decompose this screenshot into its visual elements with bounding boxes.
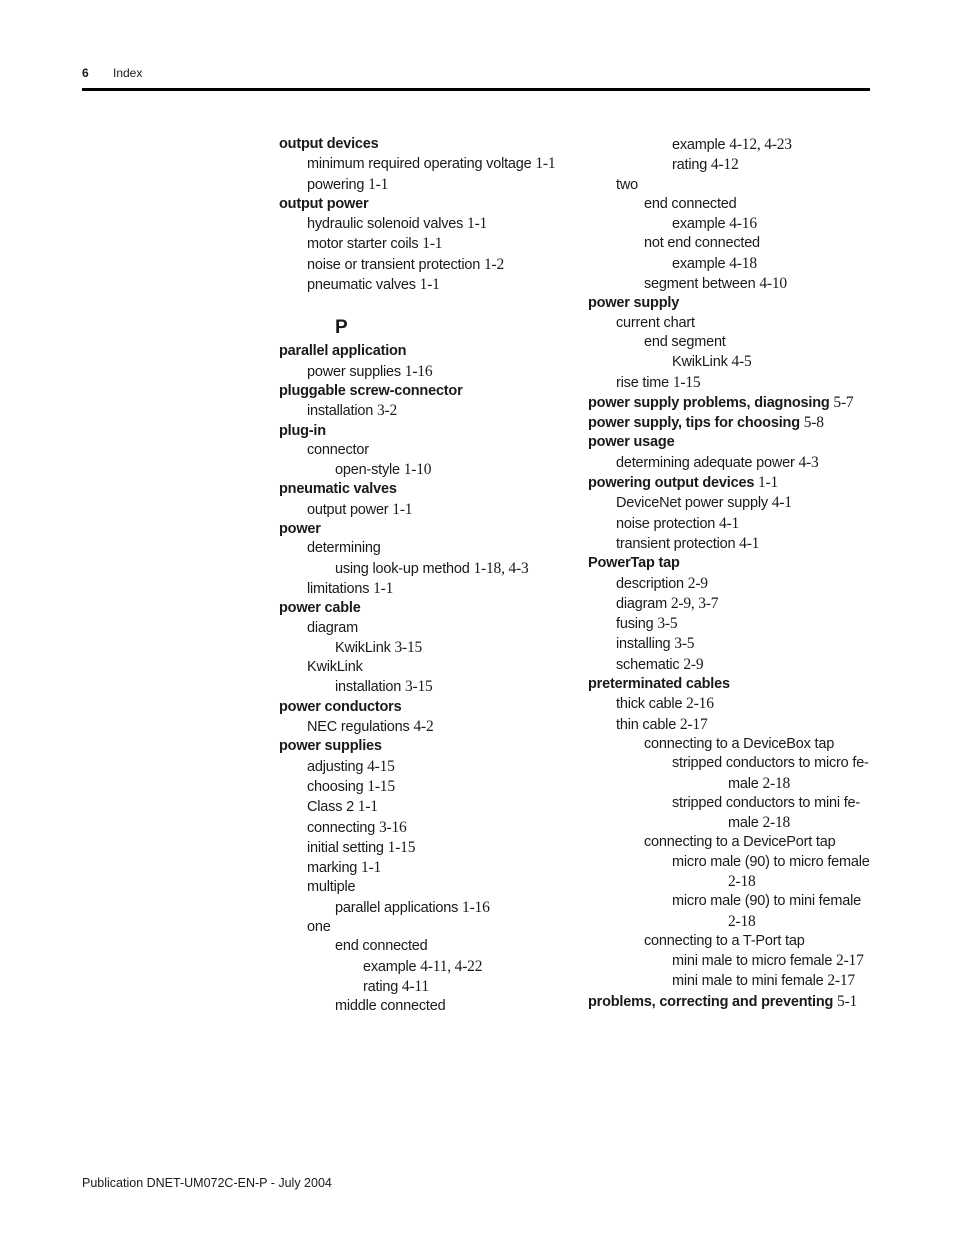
index-entry-term: power supply problems, diagnosing xyxy=(588,394,830,411)
index-entry-term: KwikLink xyxy=(335,639,391,656)
index-entry-term: example xyxy=(672,255,726,272)
index-entry-term: transient protection xyxy=(616,535,736,552)
index-entry-term: pneumatic valves xyxy=(307,277,416,294)
index-page-reference: 3-15 xyxy=(394,638,423,656)
index-subentry xyxy=(588,514,870,534)
index-entry-term: output power xyxy=(307,501,389,518)
index-page-reference: 2-16 xyxy=(686,695,714,713)
index-entry-term: power supply, tips for choosing xyxy=(588,415,800,432)
index-entry-term: motor starter coils xyxy=(307,236,419,253)
index-entry-term: one xyxy=(307,918,331,935)
index-subentry xyxy=(279,918,561,937)
index-main-entry xyxy=(279,342,561,361)
index-page-reference: 5-8 xyxy=(803,414,824,432)
index-subentry xyxy=(588,534,870,554)
index-subentry xyxy=(279,818,561,838)
index-entry-term: end connected xyxy=(335,938,428,955)
index-entry-term: using look-up method xyxy=(335,560,470,577)
index-subentry xyxy=(279,757,561,777)
index-entry-term: power supplies xyxy=(279,738,382,755)
index-subentry xyxy=(588,314,870,333)
index-entry-term: parallel application xyxy=(279,343,407,360)
index-page-reference: 4-1 xyxy=(771,494,792,512)
index-entry-term: problems, correcting and preventing xyxy=(588,993,834,1010)
index-page-reference: 1-15 xyxy=(387,838,416,856)
index-subentry xyxy=(588,833,870,852)
index-entry-term: thick cable xyxy=(616,696,683,713)
index-page-reference: 4-12 xyxy=(710,156,739,174)
index-main-entry xyxy=(588,413,870,433)
index-page-reference: 1-16 xyxy=(462,898,490,916)
index-entry-term: end segment xyxy=(644,333,726,350)
index-page-reference: 1-15 xyxy=(367,777,395,795)
index-subentry xyxy=(588,735,870,754)
index-subentry xyxy=(279,878,561,897)
index-page-reference: 4-3 xyxy=(798,453,819,471)
index-entry-term: PowerTap tap xyxy=(588,555,680,572)
index-entry-term: rating xyxy=(363,978,399,995)
index-entry-term: output power xyxy=(279,195,369,212)
index-main-entry xyxy=(279,737,561,756)
index-page-reference: 4-10 xyxy=(759,275,787,293)
index-entry-term: pluggable screw-connector xyxy=(279,382,463,399)
index-entry-term: male xyxy=(728,815,759,832)
index-subentry xyxy=(279,255,561,275)
index-page-reference: 1-1 xyxy=(373,579,394,597)
index-entry-term: minimum required operating voltage xyxy=(307,156,532,173)
index-entry-term: micro male (90) to micro female xyxy=(672,853,870,870)
index-subentry xyxy=(588,872,870,892)
index-entry-term: powering output devices xyxy=(588,475,755,492)
index-entry-term: installation xyxy=(307,403,374,420)
index-entry-term: schematic xyxy=(616,656,680,673)
index-entry-term: male xyxy=(728,775,759,792)
index-subentry xyxy=(588,634,870,654)
index-entry-term: powering xyxy=(307,176,365,193)
index-entry-term: plug-in xyxy=(279,422,326,439)
index-subentry xyxy=(588,932,870,951)
index-entry-term: power supply xyxy=(588,295,680,312)
index-entry-term: mini male to mini female xyxy=(672,973,824,990)
index-entry-term: initial setting xyxy=(307,839,384,856)
index-entry-term: diagram xyxy=(307,619,358,636)
index-main-entry xyxy=(588,992,870,1012)
index-main-entry xyxy=(588,675,870,694)
index-subentry xyxy=(279,401,561,421)
index-entry-term: rise time xyxy=(616,374,669,391)
index-entry-term: fusing xyxy=(616,616,654,633)
index-main-entry xyxy=(279,520,561,539)
index-subentry xyxy=(588,155,870,175)
index-entry-term: stripped conductors to mini fe- xyxy=(672,794,861,811)
index-entry-term: connecting xyxy=(307,819,376,836)
index-entry-term: rating xyxy=(672,157,708,174)
index-entry-term: two xyxy=(616,176,638,193)
index-subentry xyxy=(279,658,561,677)
index-entry-term: determining xyxy=(307,540,381,557)
index-entry-term: noise protection xyxy=(616,515,716,532)
index-page-reference: 2-17 xyxy=(836,952,864,970)
index-page-reference: 4-11, 4-22 xyxy=(420,957,483,975)
header-rule xyxy=(82,88,870,91)
index-page-reference: 3-5 xyxy=(674,635,695,653)
index-entry-term: power usage xyxy=(588,434,675,451)
index-entry-term: open-style xyxy=(335,462,400,479)
index-subentry xyxy=(588,694,870,714)
index-entry-term: power supplies xyxy=(307,363,401,380)
index-subentry xyxy=(279,362,561,382)
index-page-reference: 2-9, 3-7 xyxy=(670,594,719,612)
index-entry-term: connecting to a DeviceBox tap xyxy=(644,735,835,752)
publication-footer: Publication DNET-UM072C-EN-P - July 2004 xyxy=(82,1176,332,1190)
index-subentry xyxy=(279,500,561,520)
index-section-letter: P xyxy=(335,317,348,339)
index-subentry xyxy=(588,195,870,214)
index-page-reference: 1-1 xyxy=(392,500,413,518)
index-entry-term: choosing xyxy=(307,778,364,795)
index-subentry xyxy=(279,214,561,234)
index-page-reference: 2-18 xyxy=(762,774,791,792)
index-page-reference: 4-15 xyxy=(367,757,395,775)
index-main-entry xyxy=(588,393,870,413)
index-subentry xyxy=(588,234,870,253)
index-page-reference: 4-2 xyxy=(413,718,434,736)
index-entry-term: installation xyxy=(335,679,402,696)
index-entry-term: determining adequate power xyxy=(616,454,795,471)
index-subentry xyxy=(588,135,870,155)
index-column-left xyxy=(279,135,561,1016)
index-main-entry xyxy=(279,480,561,499)
running-header: Index xyxy=(113,66,143,80)
index-page-reference: 2-9 xyxy=(683,655,704,673)
index-entry-term: current chart xyxy=(616,314,695,331)
index-subentry xyxy=(279,441,561,460)
index-subentry xyxy=(588,214,870,234)
index-page-reference: 5-1 xyxy=(837,992,858,1010)
index-entry-term: power cable xyxy=(279,600,361,617)
index-main-entry xyxy=(588,554,870,573)
index-page-reference: 1-15 xyxy=(672,373,701,391)
index-entry-term: example xyxy=(672,216,726,233)
index-subentry xyxy=(279,175,561,195)
index-page-reference: 1-1 xyxy=(357,798,378,816)
index-subentry xyxy=(279,539,561,558)
index-subentry xyxy=(279,777,561,797)
index-entry-term: thin cable xyxy=(616,716,677,733)
index-entry-term: noise or transient protection xyxy=(307,256,481,273)
index-entry-term: not end connected xyxy=(644,235,760,252)
index-entry-term: limitations xyxy=(307,580,370,597)
index-page-reference: 4-5 xyxy=(731,353,752,371)
index-main-entry xyxy=(588,433,870,452)
index-page-reference: 4-11 xyxy=(401,977,429,995)
index-subentry xyxy=(588,754,870,773)
index-subentry xyxy=(279,638,561,658)
index-entry-term: Class 2 xyxy=(307,799,354,816)
index-subentry xyxy=(279,559,561,579)
index-page-reference: 1-1 xyxy=(535,155,556,173)
index-entry-term: multiple xyxy=(307,879,356,896)
index-subentry xyxy=(279,677,561,697)
index-entry-term: DeviceNet power supply xyxy=(616,495,768,512)
index-subentry xyxy=(588,176,870,195)
index-page-reference: 1-1 xyxy=(467,215,488,233)
index-entry-term: example xyxy=(363,958,417,975)
index-entry-term: preterminated cables xyxy=(588,676,730,693)
index-main-entry xyxy=(279,698,561,717)
index-page-reference: 2-9 xyxy=(687,574,708,592)
index-entry-term: power conductors xyxy=(279,698,402,715)
index-entry-term: installing xyxy=(616,636,671,653)
index-entry-term: description xyxy=(616,575,684,592)
index-page-reference: 1-2 xyxy=(483,255,505,273)
index-subentry xyxy=(588,951,870,971)
index-page-reference: 1-1 xyxy=(422,235,443,253)
index-entry-term: end connected xyxy=(644,195,737,212)
index-page-reference: 5-7 xyxy=(833,393,854,411)
index-subentry xyxy=(279,977,561,997)
index-entry-term: parallel applications xyxy=(335,899,459,916)
index-subentry xyxy=(279,898,561,918)
index-entry-term: output devices xyxy=(279,136,379,152)
index-page-reference: 4-1 xyxy=(719,514,740,532)
index-page-reference: 3-15 xyxy=(404,678,433,696)
index-entry-term: connecting to a DevicePort tap xyxy=(644,834,836,851)
index-page-reference: 1-1 xyxy=(419,276,440,294)
index-subentry xyxy=(588,715,870,735)
index-page-reference: 4-18 xyxy=(729,254,757,272)
index-entry-term: example xyxy=(672,137,726,153)
index-entry-term: middle connected xyxy=(335,998,446,1015)
index-subentry xyxy=(588,655,870,675)
index-subentry xyxy=(588,853,870,872)
index-main-entry xyxy=(279,599,561,618)
index-main-entry xyxy=(588,473,870,493)
index-entry-term: KwikLink xyxy=(672,354,728,371)
index-entry-term: KwikLink xyxy=(307,659,363,676)
index-subentry xyxy=(279,619,561,638)
index-main-entry xyxy=(279,422,561,441)
index-subentry xyxy=(279,275,561,295)
index-page-reference: 3-2 xyxy=(376,402,398,420)
index-page-reference: 1-1 xyxy=(368,175,389,193)
index-entry-term: pneumatic valves xyxy=(279,481,397,498)
index-entry-term: connector xyxy=(307,441,369,458)
index-page-reference: 3-16 xyxy=(378,818,407,836)
index-page-reference: 2-17 xyxy=(679,715,708,733)
index-subentry xyxy=(588,333,870,352)
index-subentry xyxy=(588,373,870,393)
index-subentry xyxy=(588,574,870,594)
index-page-reference: 1-10 xyxy=(403,461,432,479)
page-number: 6 xyxy=(82,66,89,80)
index-subentry xyxy=(588,774,870,794)
index-subentry xyxy=(588,594,870,614)
index-page-reference: 2-17 xyxy=(827,972,855,990)
index-subentry xyxy=(279,957,561,977)
index-entry-term: NEC regulations xyxy=(307,719,410,736)
index-page-reference: 2-18 xyxy=(728,872,756,890)
index-subentry xyxy=(588,352,870,372)
index-entry-term: segment between xyxy=(644,276,756,293)
index-subentry xyxy=(279,234,561,254)
index-subentry xyxy=(279,460,561,480)
index-page-reference: 1-18, 4-3 xyxy=(473,559,529,577)
index-subentry xyxy=(279,838,561,858)
index-page-reference: 2-18 xyxy=(728,912,756,930)
index-subentry xyxy=(588,493,870,513)
index-subentry xyxy=(279,154,561,174)
index-subentry xyxy=(279,717,561,737)
index-entry-term: diagram xyxy=(616,595,667,612)
index-page-reference: 2-18 xyxy=(762,814,791,832)
index-page-reference: 1-1 xyxy=(758,474,779,492)
index-subentry xyxy=(588,254,870,274)
index-main-entry xyxy=(588,294,870,313)
index-subentry xyxy=(588,813,870,833)
index-subentry xyxy=(279,797,561,817)
index-subentry xyxy=(279,858,561,878)
index-subentry xyxy=(588,971,870,991)
index-subentry xyxy=(588,794,870,813)
index-subentry xyxy=(588,274,870,294)
index-column-right xyxy=(588,135,870,1012)
index-page-reference: 3-5 xyxy=(657,615,678,633)
index-subentry xyxy=(588,892,870,911)
index-page-reference: 4-1 xyxy=(739,534,760,552)
index-subentry xyxy=(279,997,561,1016)
index-subentry xyxy=(588,912,870,932)
index-entry-term: marking xyxy=(307,860,358,877)
index-page-reference: 1-16 xyxy=(404,362,433,380)
index-entry-term: stripped conductors to micro fe- xyxy=(672,755,869,772)
index-subentry xyxy=(588,453,870,473)
index-entry-term: hydraulic solenoid valves xyxy=(307,216,464,233)
index-main-entry xyxy=(279,382,561,401)
index-entry-term: connecting to a T-Port tap xyxy=(644,932,805,949)
index-main-entry xyxy=(279,135,561,154)
index-entry-term: power xyxy=(279,521,321,538)
index-page-reference: 4-12, 4-23 xyxy=(729,136,792,153)
index-entry-term: micro male (90) to mini female xyxy=(672,893,861,910)
index-subentry xyxy=(588,614,870,634)
index-subentry xyxy=(279,937,561,956)
index-page-reference: 1-1 xyxy=(361,859,382,877)
index-main-entry xyxy=(279,195,561,214)
index-entry-term: adjusting xyxy=(307,758,364,775)
index-page-reference: 4-16 xyxy=(729,215,757,233)
index-subentry xyxy=(279,579,561,599)
index-entry-term: mini male to micro female xyxy=(672,953,833,970)
